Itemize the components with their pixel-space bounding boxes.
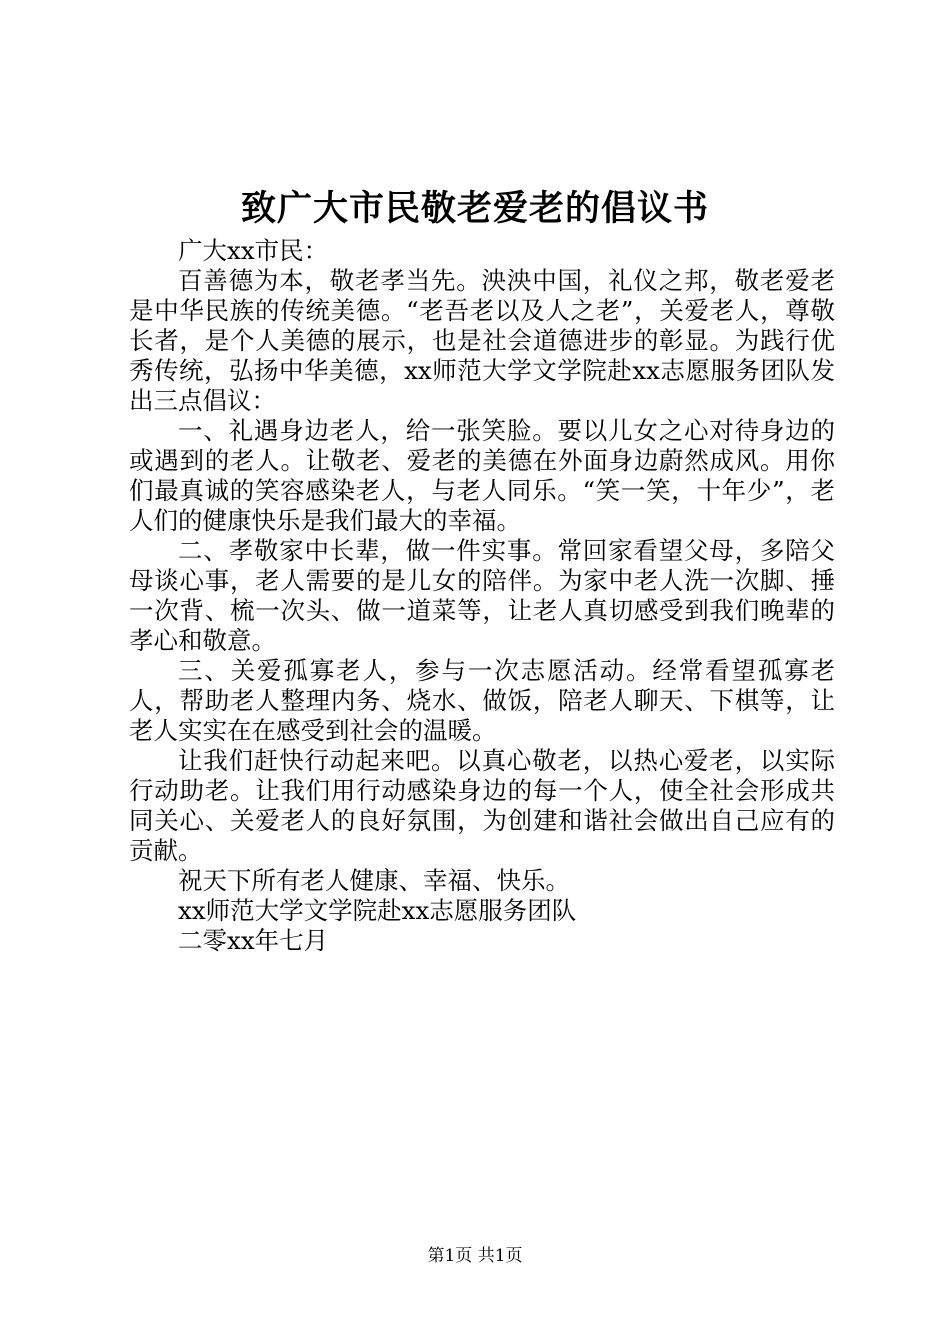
paragraph-proposal-1: 一、礼遇身边老人，给一张笑脸。要以儿女之心对待身边的或遇到的老人。让敬老、爱老的美德在外面身边蔚然成风。用你们最真诚的笑容感染老人，与老人同乐。“笑一笑，十年少”，老人们的健康快乐是我们最大的幸福。 xyxy=(129,416,835,535)
date: 二零xx年七月 xyxy=(178,926,329,955)
page-footer: 第1页 共1页 xyxy=(427,1246,523,1266)
document-body xyxy=(129,236,835,956)
paragraph-call-to-action: 让我们赶快行动起来吧。以真心敬老，以热心爱老，以实际行动助老。让我们用行动感染身边的每一个人，使全社会形成共同关心、关爱老人的良好氛围，为创建和谐社会做出自己应有的贡献。 xyxy=(129,746,835,865)
paragraph-blessing: 祝天下所有老人健康、幸福、快乐。 xyxy=(178,866,570,895)
salutation: 广大xx市民： xyxy=(178,236,329,265)
document-title: 致广大市民敬老爱老的倡议书 xyxy=(240,188,709,229)
paragraph-proposal-2: 二、孝敬家中长辈，做一件实事。常回家看望父母，多陪父母谈心事，老人需要的是儿女的陪伴。为家中老人洗一次脚、捶一次背、梳一次头、做一道菜等，让老人真切感受到我们晚辈的孝心和敬意。 xyxy=(129,536,835,655)
paragraph-intro: 百善德为本，敬老孝当先。泱泱中国，礼仪之邦，敬老爱老是中华民族的传统美德。“老吾老以及人之老”，关爱老人，尊敬长者，是个人美德的展示，也是社会道德进步的彰显。为践行优秀传统，弘扬中华美德，xx师范大学文学院赴xx志愿服务团队发出三点倡议： xyxy=(129,266,835,415)
signature: xx师范大学文学院赴xx志愿服务团队 xyxy=(178,896,577,925)
paragraph-proposal-3: 三、关爱孤寡老人，参与一次志愿活动。经常看望孤寡老人，帮助老人整理内务、烧水、做饭，陪老人聊天、下棋等，让老人实实在在感受到社会的温暖。 xyxy=(129,656,835,745)
